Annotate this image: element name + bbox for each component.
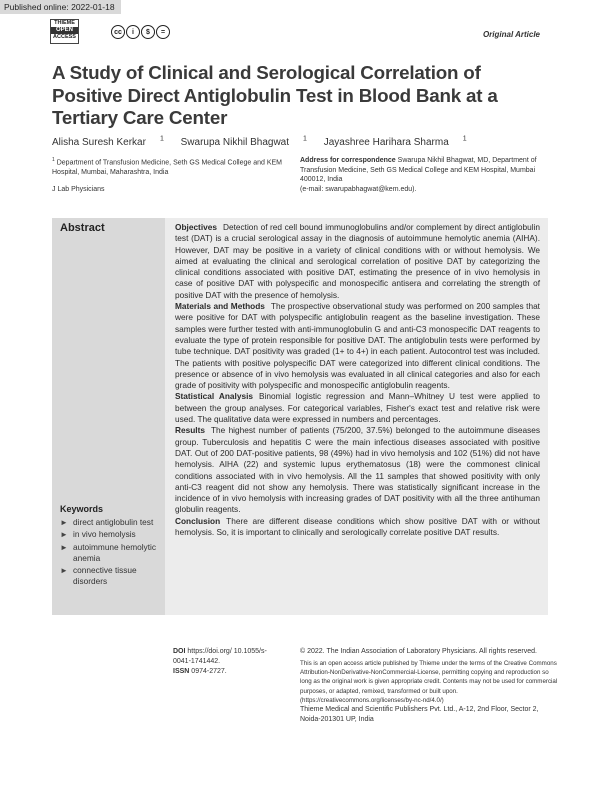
- arrow-icon: ►: [60, 542, 68, 552]
- abstract-heading: Abstract: [60, 222, 105, 234]
- keyword-item: ► autoimmune hemolytic anemia: [60, 541, 157, 563]
- affiliation: $^1$ Department of Transfusion Medicine, Seth GS Medical College and KEM Hospital, Mumbai, Maharashtra, India: [52, 157, 283, 176]
- author: Swarupa Nikhil Bhagwat $^1$: [180, 136, 307, 149]
- publisher-address: Thieme Medical and Scientific Publishers Pvt. Ltd., A-12, 2nd Floor, Sector 2, Noida-201301 UP, India: [300, 706, 539, 724]
- published-online-tag: Published online: 2022-01-18: [0, 0, 121, 14]
- author: Jayashree Harihara Sharma $^1$: [323, 136, 467, 149]
- keywords-list: [60, 517, 164, 589]
- nc-icon: $: [141, 25, 155, 39]
- license-text: This is an open access article published by Thieme under the terms of the Creative Commons Attribution-NonDerivative-NonCommercial-License, permitting copying and reproduction so long as the original work is given appropriate credit. Contents may not be used for commercial purposes, or adapted, remixed, transformed or built upon. (https://creativecommons.org/licenses/by-nc-nd/4.0/): [300, 660, 558, 704]
- logo-line-1: THIEME: [54, 20, 75, 26]
- author-list: [52, 136, 552, 148]
- logo-line-3: ACCESS: [53, 34, 76, 40]
- abstract-statistics: Statistical Analysis Binomial logistic regression and Mann–Whitney U test were applied to between the group analyses. For categorical variables, Fisher's exact test and relative risk were used. The qualitative data were expressed in numbers and percentages.: [175, 391, 540, 425]
- arrow-icon: ►: [60, 530, 68, 540]
- article-type: Original Article: [482, 30, 540, 39]
- by-icon: i: [126, 25, 140, 39]
- keywords-heading: Keywords: [60, 504, 104, 514]
- arrow-icon: ►: [60, 518, 68, 527]
- copyright-line: © 2022. The Indian Association of Laboratory Physicians. All rights reserved.: [300, 648, 537, 655]
- logo-line-2: OPEN: [51, 27, 78, 34]
- creative-commons-icons: [111, 25, 170, 39]
- thieme-open-access-logo: [50, 19, 79, 44]
- abstract-conclusion: Conclusion There are different disease conditions which show positive DAT with or without hemolysis. So, it is important to clinically and serologically correlate positive DAT results.: [175, 515, 540, 538]
- arrow-icon: ►: [60, 566, 68, 576]
- author: Alisha Suresh Kerkar $^1$: [52, 136, 164, 149]
- abstract-objectives: Objectives Detection of red cell bound immunoglobulins and/or complement by direct antiglobulin test (DAT) is a crucial serological assay in the diagnosis of autoimmune hemolytic anemia (AIHA). However, DAT may be positive in a variety of clinical conditions with or without hemolysis. We aimed at evaluating the clinical and serological correlation of positive DAT by categorizing the clinical conditions associated with positive DAT, estimating the presence of in vivo hemolysis in case of positive DAT with polyspecific and monospecific antisera and correlating the strength of positive DAT with the presence of hemolysis.: [175, 222, 540, 300]
- copyright-block: [300, 647, 560, 725]
- keyword-item: ► connective tissue disorders: [60, 565, 137, 587]
- doi-block: DOI https://doi.org/ 10.1055/s-0041-1741442. ISSN 0974-2727.: [173, 648, 267, 675]
- correspondence-email: (e-mail: swarupabhagwat@kem.edu).: [300, 185, 417, 193]
- cc-icon: cc: [111, 25, 125, 39]
- paper-title: A Study of Clinical and Serological Correlation of Positive Direct Antiglobulin Test in Blood Bank at a Tertiary Care Center: [52, 62, 498, 128]
- doi-link[interactable]: https://doi.org/ 10.1055/s-0041-1741442.: [173, 648, 267, 665]
- keyword-item: ► direct antiglobulin test: [60, 517, 154, 527]
- keyword-item: ► in vivo hemolysis: [60, 529, 136, 540]
- abstract-results: Results The highest number of patients (75/200, 37.5%) belonged to the autoimmune diseases group. Tuberculosis and hepatitis C were the main infectious diseases associated with positive DAT. Out of 200 DAT-positive patients, 98 (49%) had in vivo hemolysis and 102 (51%) did not have hemolysis. AIHA (22) and systemic lupus erythematosus (18) were the commonest clinical conditions associated with in vivo hemolysis. All the 11 samples that showed positivity with only anti-C3 reagent did not show any hemolysis. There was statistically significant increase in the incidence of in vivo hemolysis with increasing grades of DAT positivity with all the three antihuman globulin reagents.: [175, 425, 540, 515]
- abstract-methods: Materials and Methods The prospective observational study was performed on 200 samples that were positive for DAT with polyspecific antiglobulin reagent as the baseline investigation. These samples were further tested with anti-immunoglobulin G and anti-C3 monospecific DAT reagents to evaluate the type of protein responsible for positive DAT. The antiglobulin tests were performed by tube technique. DAT positivity was graded (1+ to 4+) in each patient. Autocontrol test was included. The patients with positive polyspecific DAT were categorized into different clinical conditions. The presence or absence of in vivo hemolysis was evaluated in all clinical categories and also for each grade of positivity with polyspecific and monospecific antiglobulin reagents.: [175, 301, 540, 391]
- journal-short-name: J Lab Physicians: [52, 186, 105, 193]
- abstract-body: [175, 222, 540, 538]
- correspondence-address: Address for correspondence Swarupa Nikhil Bhagwat, MD, Department of Transfusion Medicine, Seth GS Medical College and KEM Hospital, Mumbai 400012, India (e-mail: swarupabhagwat@kem.edu).: [300, 156, 540, 194]
- nd-icon: =: [156, 25, 170, 39]
